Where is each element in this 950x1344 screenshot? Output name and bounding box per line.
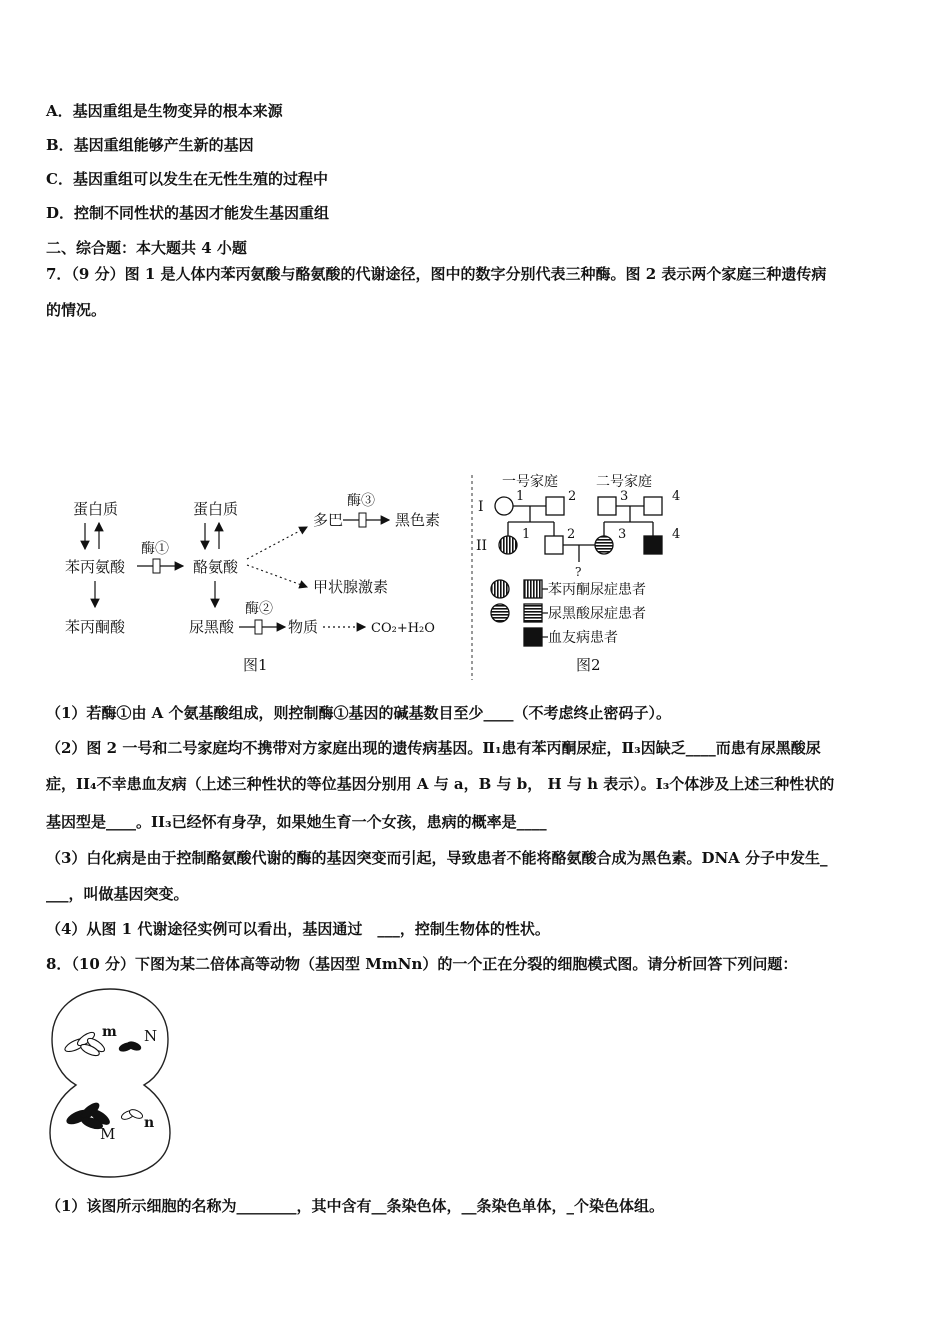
pedigree-ii1-label: 1 — [522, 527, 531, 542]
pedigree-family-2: 二号家庭 — [596, 474, 652, 490]
fig1-melanin: 黑色素 — [395, 511, 441, 529]
fig1-product: CO₂+H₂O — [371, 621, 435, 636]
pedigree-ii4-label: 4 — [672, 527, 681, 542]
fig1-enzyme-2: 酶② — [245, 601, 273, 617]
legend-akt-square — [524, 604, 542, 622]
fig1-thyroxine: 甲状腺激素 — [313, 578, 389, 596]
figure-dividing-cell — [46, 985, 174, 1181]
fig1-protein-2: 蛋白质 — [193, 500, 239, 518]
fig1-enzyme-3: 酶③ — [347, 493, 375, 509]
q7-sub-2-line-3: 基因型是____。II₃已经怀有身孕，如果她生育一个女孩，患病的概率是____ — [46, 813, 547, 831]
q7-intro-1: 7．（9 分）图 1 是人体内苯丙氨酸与酪氨酸的代谢途径，图中的数字分别代表三种酶。图 2 表示两个家庭三种遗传病 — [46, 265, 827, 283]
q7-sub-2-line-2: 症，II₄不幸患血友病（上述三种性状的等位基因分别用 A 与 a，B 与 b， H 与 h 表示）。I₃个体涉及上述三种性状的 — [46, 775, 835, 793]
cell-label-n-upper: N — [144, 1027, 158, 1045]
legend-pku-label: 苯丙酮尿症患者 — [548, 582, 646, 598]
legend-hemo-square — [524, 628, 542, 646]
pedigree-i1-label: 1 — [516, 489, 525, 504]
pedigree-i4-male — [644, 497, 662, 515]
cell-label-m-lower: M — [100, 1125, 116, 1143]
legend-pku-square — [524, 580, 542, 598]
q8-sub-1: （1）该图所示细胞的名称为________，其中含有__条染色体，__条染色单体，_个染色体组。 — [46, 1197, 664, 1215]
fig1-homogentisic: 尿黑酸 — [189, 618, 235, 636]
fig2-caption: 图2 — [576, 656, 601, 674]
figure-2-pedigree — [476, 470, 706, 680]
option-a: A．基因重组是生物变异的根本来源 — [46, 102, 283, 120]
section-title: 二、综合题：本大题共 4 小题 — [46, 239, 247, 257]
pedigree-ii1-female-pku — [499, 536, 517, 554]
pedigree-family-1: 一号家庭 — [502, 474, 558, 490]
fig1-phenylalanine: 苯丙氨酸 — [65, 558, 126, 576]
q7-sub-1: （1）若酶①由 A 个氨基酸组成，则控制酶①基因的碱基数目至少____（不考虑终止密码子）。 — [46, 704, 672, 722]
q7-sub-3-line-2: ___，叫做基因突变。 — [46, 885, 189, 903]
q7-sub-4: （4）从图 1 代谢途径实例可以看出，基因通过 ___，控制生物体的性状。 — [46, 920, 550, 938]
fig1-substance: 物质 — [288, 618, 319, 636]
figure-divider — [468, 475, 476, 680]
pedigree-i2-male — [546, 497, 564, 515]
legend-akt-circle — [491, 604, 509, 622]
pedigree-unborn-question: ? — [575, 565, 582, 579]
q7-sub-2-line-1: （2）图 2 一号和二号家庭均不携带对方家庭出现的遗传病基因。Ⅱ₁患有苯丙酮尿症，Ⅱ₃因缺乏____而患有尿黑酸尿 — [46, 739, 821, 757]
pedigree-i3-label: 3 — [620, 489, 629, 504]
legend-pku-circle — [491, 580, 509, 598]
pedigree-i1-female — [495, 497, 513, 515]
pedigree-ii2-male — [545, 536, 563, 554]
cell-label-m: m — [102, 1024, 117, 1040]
pedigree-i2-label: 2 — [568, 489, 577, 504]
pedigree-gen-2: II — [476, 538, 488, 554]
pedigree-ii3-label: 3 — [618, 527, 627, 542]
legend-akt-label: 尿黑酸尿症患者 — [548, 606, 646, 622]
fig1-dopa: 多巴 — [313, 511, 344, 529]
fig1-protein-1: 蛋白质 — [73, 500, 119, 518]
legend-hemo-label: 血友病患者 — [548, 630, 618, 646]
pedigree-i4-label: 4 — [672, 489, 681, 504]
q8-intro: 8．（10 分）下图为某二倍体高等动物（基因型 MmNn）的一个正在分裂的细胞模式图。请分析回答下列问题： — [46, 955, 798, 973]
pedigree-ii3-female-akt — [595, 536, 613, 554]
fig1-tyrosine: 酪氨酸 — [193, 558, 239, 576]
figure-1-metabolic-pathway — [55, 485, 465, 680]
option-d: D．控制不同性状的基因才能发生基因重组 — [46, 204, 330, 222]
option-c: C．基因重组可以发生在无性生殖的过程中 — [46, 170, 328, 188]
pedigree-ii4-male-hemophilia — [644, 536, 662, 554]
fig1-enzyme-1: 酶① — [141, 541, 169, 557]
fig1-caption: 图1 — [243, 656, 268, 674]
pedigree-ii2-label: 2 — [567, 527, 576, 542]
pedigree-gen-1: I — [478, 499, 484, 515]
option-b: B．基因重组能够产生新的基因 — [46, 136, 254, 154]
fig1-phenylpyruvic: 苯丙酮酸 — [65, 618, 126, 636]
q7-intro-2: 的情况。 — [46, 301, 107, 319]
cell-label-n-lower: n — [144, 1115, 155, 1131]
q7-sub-3-line-1: （3）白化病是由于控制酪氨酸代谢的酶的基因突变而引起，导致患者不能将酪氨酸合成为黑色素。DNA 分子中发生_ — [46, 849, 828, 867]
pedigree-i3-male — [598, 497, 616, 515]
